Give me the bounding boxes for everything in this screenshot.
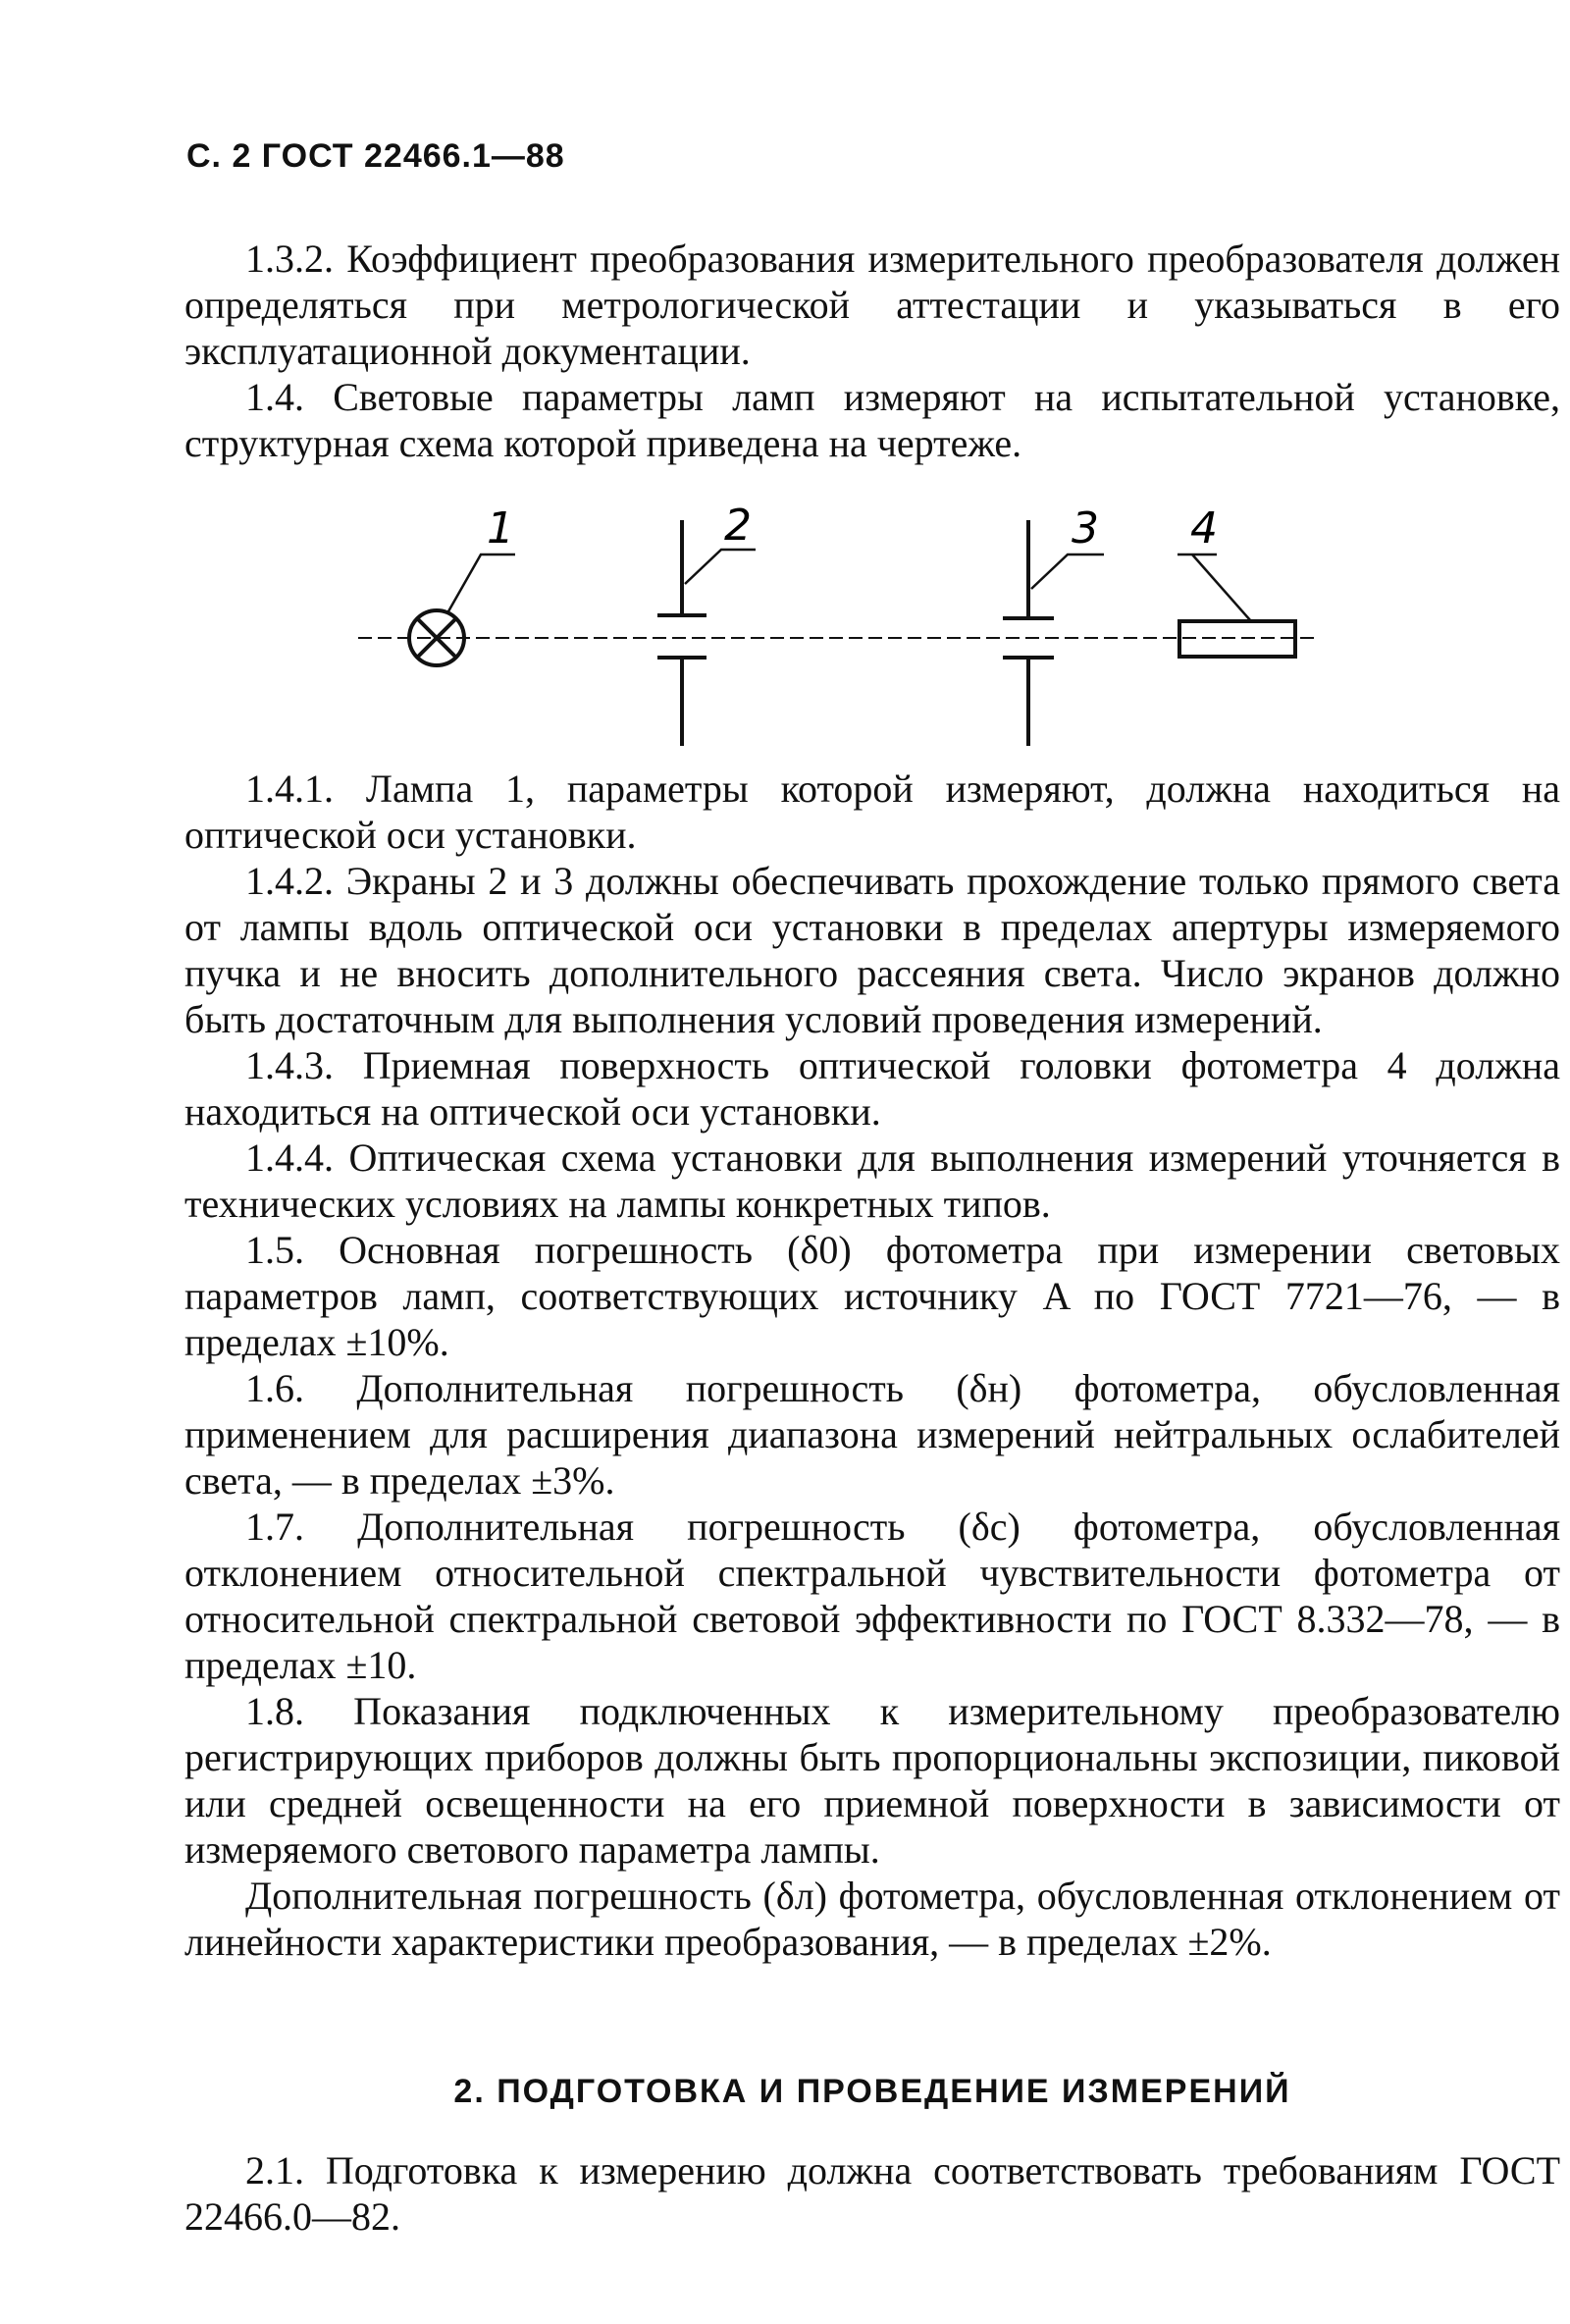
- label-2: 2: [724, 501, 752, 551]
- label-1: 1: [487, 503, 514, 554]
- page-header: С. 2 ГОСТ 22466.1—88: [186, 137, 565, 175]
- paragraph-2-1: 2.1. Подготовка к измерению должна соответствовать требованиям ГОСТ 22466.0—82.: [184, 2148, 1560, 2239]
- photometer-head-symbol: [1179, 621, 1295, 657]
- text-block-intro: [184, 236, 1560, 466]
- paragraph-1-3-2: 1.3.2. Коэффициент преобразования измерительного преобразователя должен определяться при метрологической аттестации и указываться в его эксплуатационной документации.: [184, 237, 1560, 373]
- paragraph-1-5: 1.5. Основная погрешность (δ0) фотометра при измерении световых параметров ламп, соответствующих источнику A по ГОСТ 7721—76, — в пределах ±10%.: [184, 1228, 1560, 1364]
- leader-line-3: [1031, 555, 1104, 589]
- leader-line-1: [448, 555, 515, 611]
- setup-diagram-svg: [353, 496, 1325, 761]
- paragraph-1-6: 1.6. Дополнительная погрешность (δн) фотометра, обусловленная применением для расширения диапазона измерений нейтральных ослабителей света, — в пределах ±3%.: [184, 1366, 1560, 1503]
- paragraph-1-7: 1.7. Дополнительная погрешность (δс) фотометра, обусловленная отклонением относительной спектральной чувствительности фотометра от относительной спектральной световой эффективности по ГОСТ 8.332—78, — в пределах ±10.: [184, 1505, 1560, 1687]
- paragraph-1-4-4: 1.4.4. Оптическая схема установки для выполнения измерений уточняется в технических условиях на лампы конкретных типов.: [184, 1136, 1560, 1226]
- section-2-heading: 2. ПОДГОТОВКА И ПРОВЕДЕНИЕ ИЗМЕРЕНИЙ: [453, 2073, 1291, 2110]
- leader-line-4: [1192, 555, 1251, 621]
- paragraph-1-4-1: 1.4.1. Лампа 1, параметры которой измеряют, должна находиться на оптической оси установки.: [184, 766, 1560, 857]
- setup-diagram: [353, 496, 1325, 761]
- label-3: 3: [1072, 503, 1099, 554]
- screen-2-symbol: [657, 520, 706, 746]
- paragraph-1-8: 1.8. Показания подключенных к измерительному преобразователю регистрирующих приборов должны быть пропорциональны экспозиции, пиковой или средней освещенности на его приемной поверхности в зависимости от измеряемого светового параметра лампы.: [184, 1689, 1560, 1872]
- text-block-section-2: [184, 2147, 1560, 2240]
- paragraph-1-4-3: 1.4.3. Приемная поверхность оптической головки фотометра 4 должна находиться на оптической оси установки.: [184, 1043, 1560, 1134]
- paragraph-1-4: 1.4. Световые параметры ламп измеряют на испытательной установке, структурная схема которой приведена на чертеже.: [184, 375, 1560, 465]
- leader-line-2: [685, 550, 756, 584]
- screen-3-symbol: [1003, 520, 1054, 746]
- paragraph-1-8-note: Дополнительная погрешность (δл) фотометра, обусловленная отклонением от линейности характеристики преобразования, — в пределах ±2%.: [184, 1874, 1560, 1964]
- label-4: 4: [1190, 503, 1218, 554]
- paragraph-1-4-2: 1.4.2. Экраны 2 и 3 должны обеспечивать прохождение только прямого света от лампы вдоль оптической оси установки в пределах апертуры измеряемого пучка и не вносить дополнительного рассеяния света. Число экранов должно быть достаточным для выполнения условий проведения измерений.: [184, 859, 1560, 1041]
- text-block-main: [184, 766, 1560, 1965]
